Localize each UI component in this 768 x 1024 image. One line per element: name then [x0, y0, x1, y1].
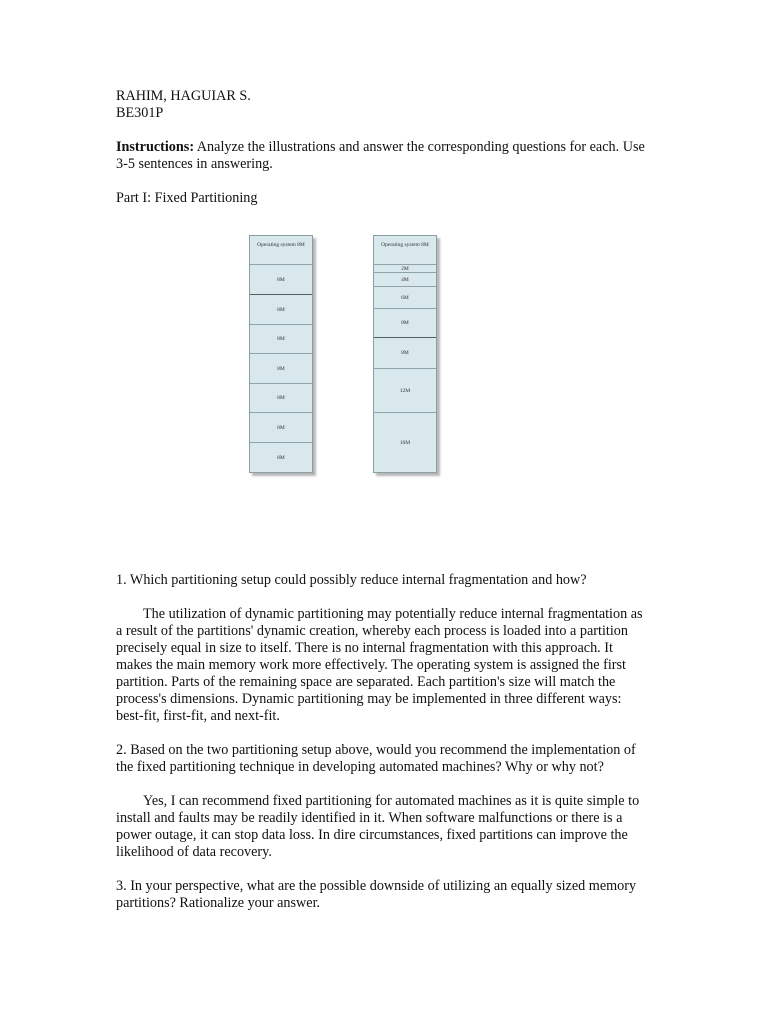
partition-cell: 8M	[250, 325, 312, 354]
equal-size-partitions-column	[249, 235, 313, 473]
instructions-paragraph	[116, 139, 646, 173]
partition-cell: 8M	[277, 454, 285, 461]
instructions-label: Instructions:	[116, 139, 195, 155]
partition-cell: 8M	[250, 354, 312, 384]
instructions-text: Analyze the illustrations and answer the corresponding questions for each. Use 3-5 sentences in answering.	[116, 139, 645, 172]
question-2: 2. Based on the two partitioning setup above, would you recommend the implementation of the fixed partitioning technique in developing automated machines? Why or why not?	[116, 742, 636, 775]
partition-cell: 8M	[250, 265, 312, 295]
unequal-size-partitions-column	[373, 235, 437, 473]
partition-cell: 8M	[250, 413, 312, 443]
partition-cell: 4M	[374, 273, 436, 287]
question-1: 1. Which partitioning setup could possibly reduce internal fragmentation and how?	[116, 572, 587, 588]
course-section: BE301P	[116, 105, 164, 121]
partition-cell: 8M	[374, 338, 436, 369]
partition-cell: 8M	[374, 309, 436, 338]
partition-cell: 16M	[399, 439, 411, 446]
partition-cell: 8M	[250, 384, 312, 413]
question-3: 3. In your perspective, what are the possible downside of utilizing an equally sized memory partitions? Rationalize your answer.	[116, 878, 637, 911]
os-partition: Operating system 8M	[374, 236, 436, 265]
partition-cell: 12M	[374, 369, 436, 413]
partition-cell: 6M	[374, 287, 436, 309]
partition-cell: 8M	[250, 295, 312, 325]
partition-cell: 2M	[374, 265, 436, 273]
student-name: RAHIM, HAGUIAR S.	[116, 88, 251, 104]
document-page	[116, 88, 646, 912]
answer-2: Yes, I can recommend fixed partitioning for automated machines as it is quite simple to install and faults may be readily identified in it. When software malfunctions or there is a power outage, it can stop data loss. In dire circumstances, fixed partitions can improve the likelihood of data recovery.	[116, 793, 640, 860]
partition-diagram	[116, 235, 646, 525]
part-title: Part I: Fixed Partitioning	[116, 190, 258, 206]
os-partition: Operating system 8M	[250, 236, 312, 265]
answer-1: The utilization of dynamic partitioning may potentially reduce internal fragmentation as a result of the partitions' dynamic creation, whereby each process is loaded into a partition precisely equal in size to itself. There is no internal fragmentation with this approach. It makes the main memory work more effectively. The operating system is assigned the first partition. Parts of the remaining space are separated. Each partition's size will match the process's dimensions. Dynamic partitioning may be implemented in three different ways: best-fit, first-fit, and next-fit.	[116, 606, 643, 724]
